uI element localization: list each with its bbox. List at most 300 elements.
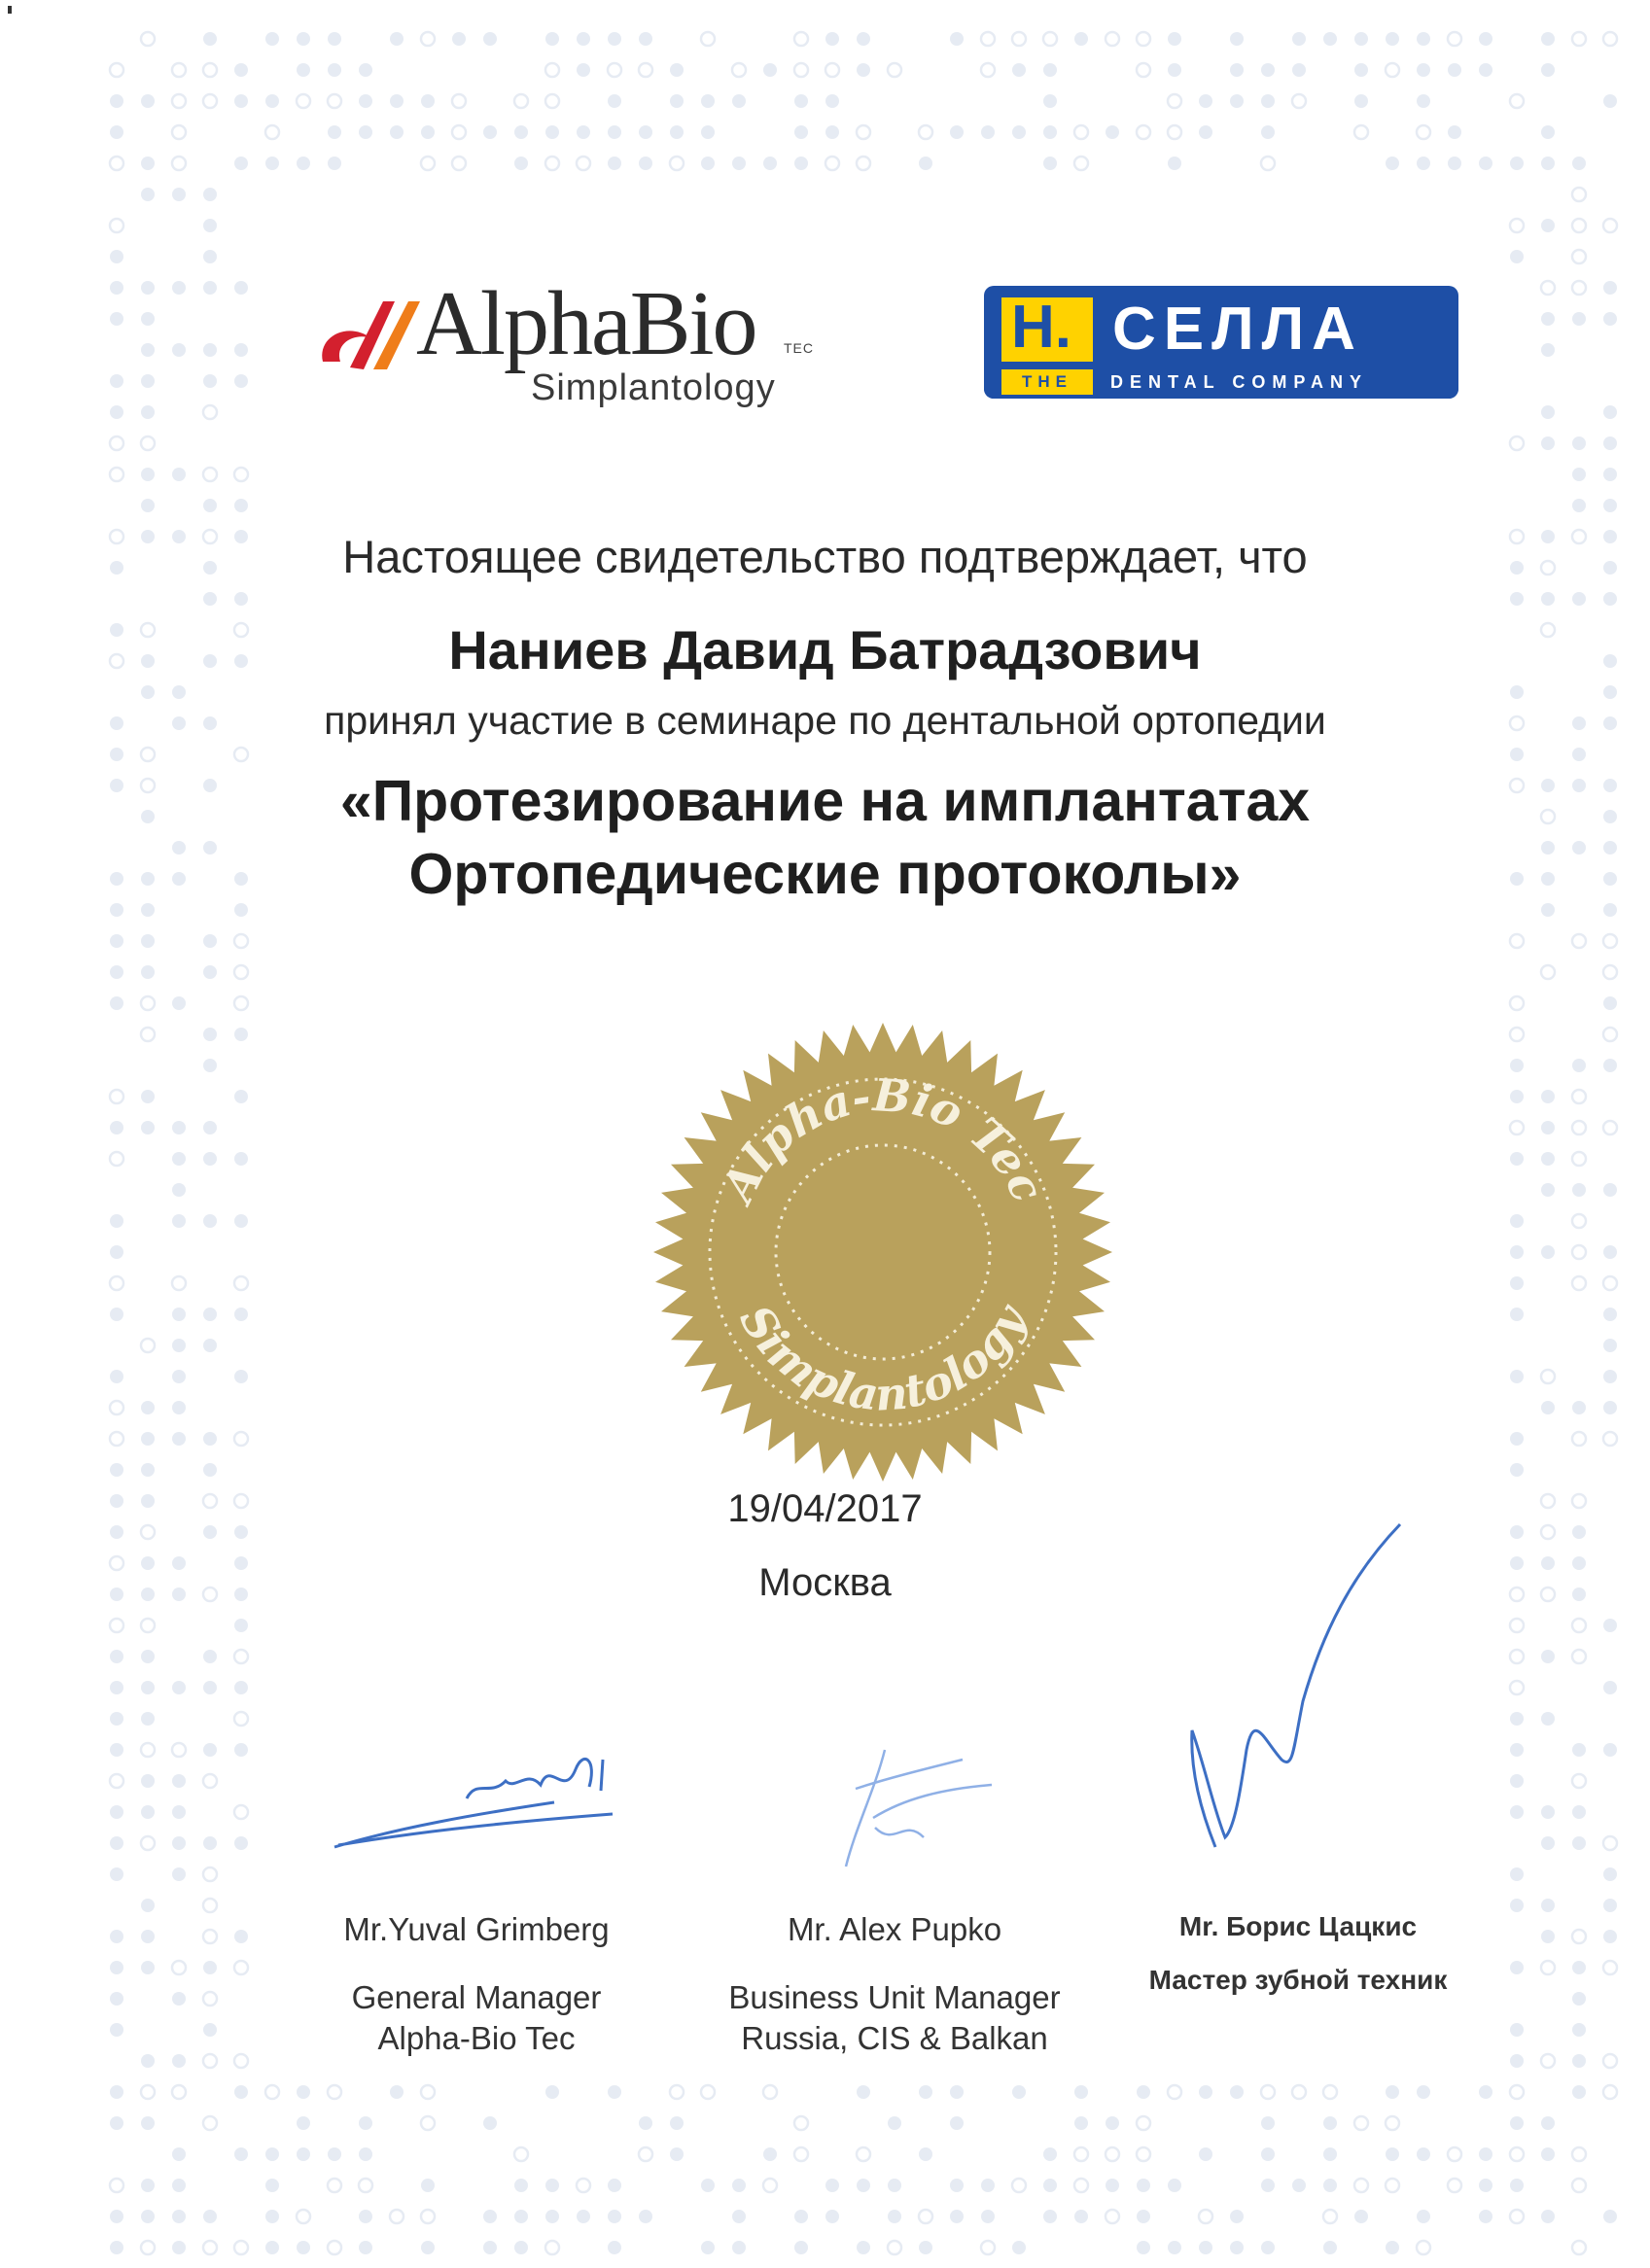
background-dot (981, 2241, 995, 2254)
background-dot (203, 1961, 217, 1974)
background-dot (1541, 1650, 1555, 1663)
background-dot (1323, 32, 1337, 46)
background-dot (1137, 2179, 1150, 2192)
background-dot (141, 934, 155, 948)
background-dot (1479, 2147, 1492, 2161)
background-dot (545, 157, 559, 170)
background-dot (110, 2179, 123, 2192)
background-dot (701, 125, 715, 139)
background-dot (110, 1992, 123, 2006)
background-dot (110, 1961, 123, 1974)
background-dot (1572, 32, 1586, 46)
background-dot (1603, 934, 1617, 948)
background-dot (203, 1432, 217, 1446)
background-dot (234, 63, 248, 77)
background-dot (328, 94, 341, 108)
background-dot (639, 2210, 652, 2223)
alphabio-brand: AlphaBio (416, 273, 756, 374)
background-dot (234, 965, 248, 979)
background-dot (203, 1152, 217, 1166)
background-dot (328, 157, 341, 170)
background-dot (639, 63, 652, 77)
background-dot (1603, 436, 1617, 450)
background-dot (1510, 1681, 1524, 1694)
background-dot (1510, 157, 1524, 170)
background-dot (857, 63, 870, 77)
background-dot (328, 125, 341, 139)
background-dot (234, 934, 248, 948)
background-dot (1603, 1961, 1617, 1974)
background-dot (732, 94, 746, 108)
background-dot (1541, 157, 1555, 170)
background-dot (1572, 1059, 1586, 1072)
background-dot (1137, 2116, 1150, 2130)
background-dot (1043, 2210, 1057, 2223)
background-dot (172, 1743, 186, 1757)
background-dot (141, 405, 155, 419)
background-dot (1603, 1183, 1617, 1197)
background-dot (1603, 2054, 1617, 2068)
background-dot (1074, 2147, 1088, 2161)
background-dot (1137, 2085, 1150, 2099)
background-dot (141, 2210, 155, 2223)
background-dot (670, 2085, 684, 2099)
background-dot (1106, 2147, 1119, 2161)
background-dot (110, 281, 123, 295)
background-dot (1448, 2147, 1461, 2161)
background-dot (141, 748, 155, 761)
background-dot (234, 1743, 248, 1757)
background-dot (297, 2085, 310, 2099)
background-dot (172, 1152, 186, 1166)
background-dot (1261, 2241, 1275, 2254)
signature-pupko (817, 1730, 1011, 1876)
background-dot (1261, 157, 1275, 170)
background-dot (763, 2179, 777, 2192)
background-dot (265, 94, 279, 108)
background-dot (265, 2210, 279, 2223)
background-dot (639, 2116, 652, 2130)
background-dot (514, 94, 528, 108)
background-dot (1386, 63, 1399, 77)
background-dot (110, 1743, 123, 1757)
background-dot (1354, 32, 1368, 46)
background-dot (1199, 2147, 1212, 2161)
background-dot (1572, 1245, 1586, 1259)
background-dot (265, 125, 279, 139)
background-dot (1354, 2116, 1368, 2130)
background-dot (1603, 1370, 1617, 1383)
background-dot (1386, 2116, 1399, 2130)
background-dot (1230, 63, 1244, 77)
background-dot (110, 374, 123, 388)
background-dot (234, 592, 248, 606)
background-dot (234, 1681, 248, 1694)
background-dot (1043, 94, 1057, 108)
background-dot (1106, 2179, 1119, 2192)
background-dot (1230, 32, 1244, 46)
background-dot (328, 63, 341, 77)
background-dot (1386, 32, 1399, 46)
background-dot (234, 468, 248, 481)
background-dot (1479, 63, 1492, 77)
background-dot (110, 1619, 123, 1632)
background-dot (1012, 63, 1026, 77)
background-dot (141, 1805, 155, 1819)
background-dot (1323, 2179, 1337, 2192)
background-dot (1510, 1121, 1524, 1134)
background-dot (234, 1930, 248, 1943)
background-dot (1541, 63, 1555, 77)
background-dot (1386, 2085, 1399, 2099)
background-dot (421, 125, 435, 139)
background-dot (141, 965, 155, 979)
background-dot (172, 1214, 186, 1228)
background-dot (1572, 1619, 1586, 1632)
background-dot (234, 2085, 248, 2099)
background-dot (1043, 63, 1057, 77)
background-dot (577, 125, 590, 139)
background-dot (701, 2179, 715, 2192)
background-dot (950, 2179, 964, 2192)
background-dot (1603, 1121, 1617, 1134)
background-dot (452, 32, 466, 46)
background-dot (1354, 2179, 1368, 2192)
background-dot (639, 157, 652, 170)
background-dot (1323, 2116, 1337, 2130)
background-dot (1603, 1245, 1617, 1259)
background-dot (203, 1463, 217, 1477)
background-dot (110, 1650, 123, 1663)
background-dot (141, 188, 155, 201)
background-dot (639, 125, 652, 139)
background-dot (265, 2085, 279, 2099)
background-dot (1603, 2085, 1617, 2099)
background-dot (794, 2241, 808, 2254)
background-dot (203, 934, 217, 948)
background-dot (1510, 250, 1524, 263)
background-dot (1510, 748, 1524, 761)
background-dot (1541, 1152, 1555, 1166)
background-dot (234, 1961, 248, 1974)
signatory-role-line2: Russia, CIS & Balkan (741, 2020, 1048, 2056)
background-dot (1012, 2085, 1026, 2099)
background-dot (1510, 2179, 1524, 2192)
alphabio-logo (309, 274, 854, 420)
background-dot (1541, 125, 1555, 139)
background-dot (1137, 63, 1150, 77)
background-dot (421, 157, 435, 170)
background-dot (203, 1743, 217, 1757)
background-dot (1541, 2054, 1555, 2068)
background-dot (545, 2179, 559, 2192)
background-dot (1386, 2147, 1399, 2161)
background-dot (1292, 2085, 1306, 2099)
background-dot (1354, 63, 1368, 77)
background-dot (514, 125, 528, 139)
background-dot (172, 996, 186, 1010)
background-dot (1168, 2085, 1181, 2099)
background-dot (110, 748, 123, 761)
background-dot (1603, 1681, 1617, 1694)
background-dot (1603, 468, 1617, 481)
background-dot (234, 1090, 248, 1103)
hcella-h-letter: H. (1011, 294, 1071, 361)
background-dot (1012, 2179, 1026, 2192)
background-dot (1603, 592, 1617, 606)
background-dot (732, 157, 746, 170)
background-dot (1074, 32, 1088, 46)
background-dot (172, 1992, 186, 2006)
background-dot (1572, 1743, 1586, 1757)
background-dot (1603, 1619, 1617, 1632)
background-dot (328, 2147, 341, 2161)
background-dot (577, 2179, 590, 2192)
background-dot (1603, 281, 1617, 295)
background-dot (1572, 250, 1586, 263)
background-dot (1510, 94, 1524, 108)
background-dot (234, 343, 248, 357)
background-dot (1541, 32, 1555, 46)
background-dot (1541, 1245, 1555, 1259)
background-dot (1510, 2085, 1524, 2099)
background-dot (1386, 2241, 1399, 2254)
background-dot (1572, 2054, 1586, 2068)
background-dot (825, 2210, 839, 2223)
background-dot (1572, 1805, 1586, 1819)
background-dot (297, 2116, 310, 2130)
background-dot (1323, 2210, 1337, 2223)
background-dot (1074, 125, 1088, 139)
certificate-intro: Настоящее свидетельство подтверждает, что (342, 531, 1308, 582)
background-dot (1479, 2179, 1492, 2192)
background-dot (1199, 2085, 1212, 2099)
background-dot (203, 1121, 217, 1134)
background-dot (1043, 32, 1057, 46)
background-dot (234, 1028, 248, 1041)
background-dot (1012, 32, 1026, 46)
background-dot (234, 1432, 248, 1446)
background-dot (172, 157, 186, 170)
background-dot (1510, 1743, 1524, 1757)
background-dot (1261, 2147, 1275, 2161)
background-dot (141, 312, 155, 326)
background-dot (1603, 1028, 1617, 1041)
background-dot (639, 2147, 652, 2161)
background-dot (110, 1370, 123, 1383)
background-dot (1510, 2023, 1524, 2037)
background-dot (110, 996, 123, 1010)
background-dot (452, 157, 466, 170)
background-dot (1572, 1401, 1586, 1414)
background-dot (608, 2179, 621, 2192)
background-dot (1603, 32, 1617, 46)
background-dot (203, 1930, 217, 1943)
background-dot (1572, 2085, 1586, 2099)
background-dot (172, 1805, 186, 1819)
background-dot (1603, 1276, 1617, 1290)
background-dot (141, 1712, 155, 1726)
background-dot (1603, 405, 1617, 419)
background-dot (297, 63, 310, 77)
background-dot (172, 2085, 186, 2099)
background-dot (110, 2085, 123, 2099)
background-dot (328, 32, 341, 46)
background-dot (794, 2116, 808, 2130)
background-dot (172, 281, 186, 295)
background-dot (1168, 63, 1181, 77)
background-dot (1074, 2116, 1088, 2130)
background-dot (172, 1401, 186, 1414)
background-dot (110, 1308, 123, 1321)
background-dot (1572, 2241, 1586, 2254)
background-dot (1510, 219, 1524, 232)
signatory-name: Mr.Yuval Grimberg (343, 1911, 610, 1947)
background-dot (297, 2147, 310, 2161)
background-dot (359, 94, 372, 108)
background-dot (1168, 2241, 1181, 2254)
background-dot (1510, 1805, 1524, 1819)
background-dot (110, 436, 123, 450)
background-dot (234, 1650, 248, 1663)
background-dot (1510, 685, 1524, 699)
background-dot (203, 219, 217, 232)
background-dot (203, 468, 217, 481)
background-dot (203, 499, 217, 512)
background-dot (1603, 1059, 1617, 1072)
background-dot (483, 32, 497, 46)
background-dot (359, 2147, 372, 2161)
background-dot (1448, 63, 1461, 77)
background-dot (1572, 934, 1586, 948)
background-dot (110, 219, 123, 232)
background-dot (794, 32, 808, 46)
background-dot (1572, 748, 1586, 761)
background-dot (359, 2241, 372, 2254)
background-dot (1292, 94, 1306, 108)
background-dot (1417, 2085, 1430, 2099)
background-dot (421, 94, 435, 108)
alphabio-suffix: TEC (784, 340, 814, 356)
background-dot (110, 1681, 123, 1694)
background-dot (110, 2023, 123, 2037)
background-dot (981, 125, 995, 139)
background-dot (670, 2116, 684, 2130)
signatory-role-line1: General Manager (351, 1979, 602, 2015)
background-dot (514, 2210, 528, 2223)
background-dot (1510, 1090, 1524, 1103)
background-dot (141, 436, 155, 450)
background-dot (203, 1899, 217, 1912)
background-dot (1043, 2179, 1057, 2192)
background-dot (1510, 2147, 1524, 2161)
background-dot (545, 2241, 559, 2254)
background-dot (203, 2023, 217, 2037)
hcella-sub-the: THE (1001, 369, 1093, 395)
background-dot (981, 2179, 995, 2192)
background-dot (1603, 1867, 1617, 1881)
background-dot (1323, 2147, 1337, 2161)
background-dot (203, 2210, 217, 2223)
signatory-name: Mr. Борис Цацкис (1178, 1911, 1418, 1941)
background-dot (1510, 1308, 1524, 1321)
background-dot (1199, 125, 1212, 139)
background-dot (1572, 1152, 1586, 1166)
background-dot (1199, 2241, 1212, 2254)
signatory-pupko (681, 1911, 1108, 2059)
background-dot (1572, 1183, 1586, 1197)
background-dot (172, 94, 186, 108)
background-dot (172, 2179, 186, 2192)
background-dot (1541, 1712, 1555, 1726)
background-dot (110, 1867, 123, 1881)
background-dot (732, 2210, 746, 2223)
background-dot (794, 157, 808, 170)
background-dot (1541, 2147, 1555, 2161)
background-dot (670, 63, 684, 77)
background-dot (794, 94, 808, 108)
background-dot (545, 63, 559, 77)
background-dot (577, 63, 590, 77)
background-dot (608, 2085, 621, 2099)
background-dot (670, 157, 684, 170)
background-dot (1168, 125, 1181, 139)
background-dot (234, 157, 248, 170)
background-dot (265, 2241, 279, 2254)
background-dot (857, 2241, 870, 2254)
background-dot (421, 2179, 435, 2192)
background-dot (172, 2054, 186, 2068)
background-dot (1479, 32, 1492, 46)
background-dot (203, 63, 217, 77)
background-dot (1541, 1805, 1555, 1819)
background-dot (234, 2054, 248, 2068)
participation-text: принял участие в семинаре по дентальной ортопедии (324, 698, 1326, 743)
background-dot (1572, 157, 1586, 170)
background-dot (1386, 157, 1399, 170)
background-dot (141, 1681, 155, 1694)
background-dot (203, 2054, 217, 2068)
background-dot (141, 1463, 155, 1477)
background-dot (1603, 1836, 1617, 1850)
background-dot (1510, 1463, 1524, 1477)
background-dot (888, 2116, 901, 2130)
background-dot (545, 125, 559, 139)
background-dot (1168, 32, 1181, 46)
background-dot (203, 250, 217, 263)
background-dot (981, 2210, 995, 2223)
background-dot (483, 2241, 497, 2254)
background-dot (359, 63, 372, 77)
background-dot (234, 1370, 248, 1383)
background-dot (1012, 2241, 1026, 2254)
background-dot (110, 1774, 123, 1788)
background-dot (1572, 1992, 1586, 2006)
background-dot (297, 2210, 310, 2223)
background-dot (1510, 2116, 1524, 2130)
background-dot (1572, 219, 1586, 232)
background-dot (234, 499, 248, 512)
background-dot (763, 2085, 777, 2099)
background-dot (577, 32, 590, 46)
background-dot (1230, 94, 1244, 108)
background-dot (1510, 2054, 1524, 2068)
background-dot (701, 157, 715, 170)
background-dot (1448, 157, 1461, 170)
background-dot (234, 1712, 248, 1726)
background-dot (919, 2147, 932, 2161)
background-dot (141, 1432, 155, 1446)
